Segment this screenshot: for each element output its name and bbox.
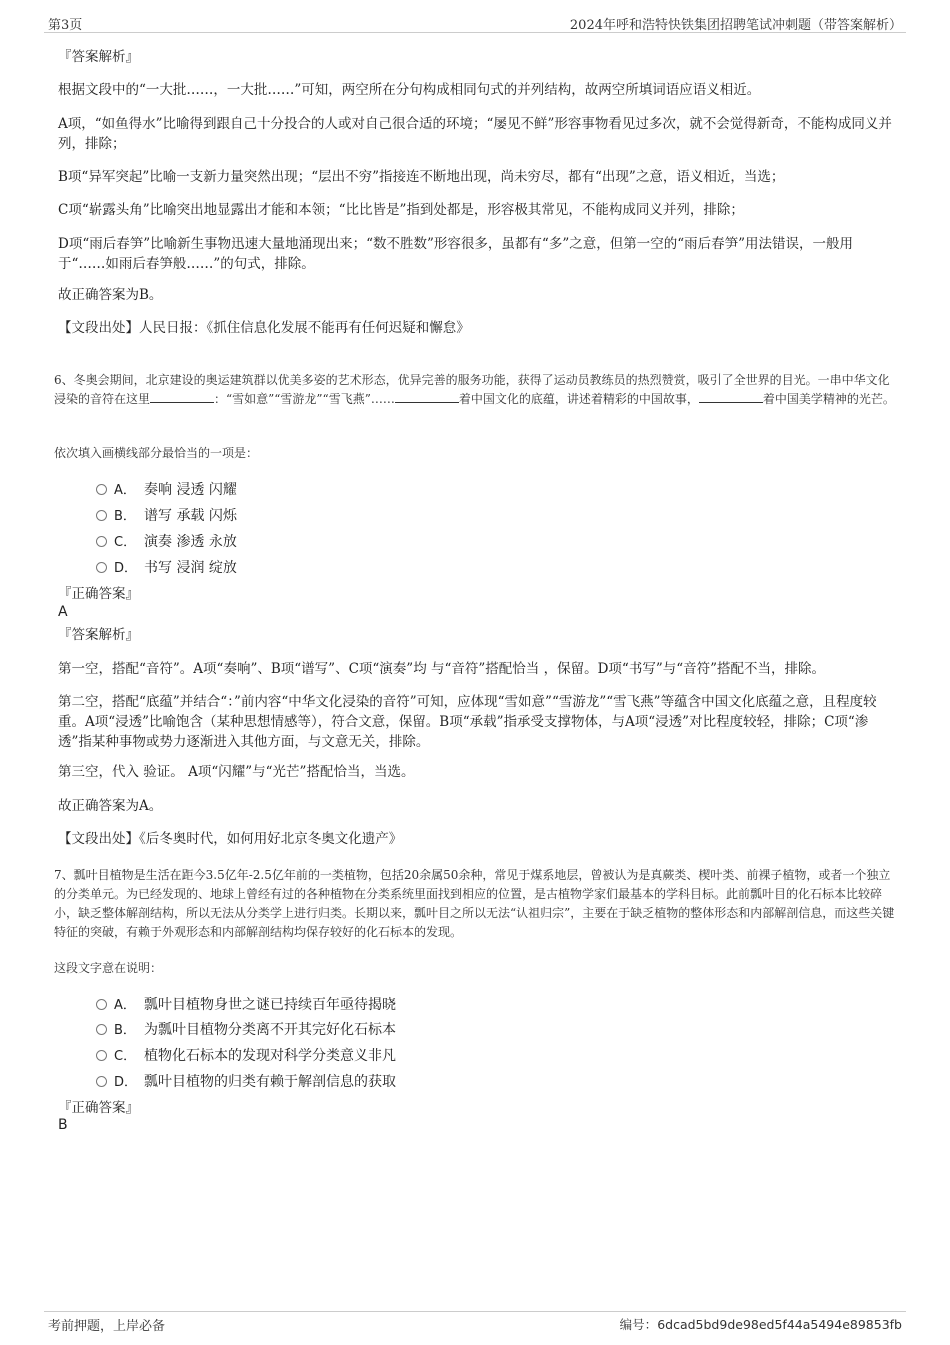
radio-icon[interactable] xyxy=(96,536,107,547)
q6-analysis-p1: 第一空，搭配“音符”。A项“奏响”、B项“谱写”、C项“演奏”均 与“音符”搭配恰当 ，保留。D项“书写”与“音符”搭配不当，排除。 xyxy=(58,661,826,677)
q5-analysis-p3: B项“异军突起”比喻一支新力量突然出现；“层出不穷”指接连不断地出现，尚未穷尽，都有“出现”之意，语义相近，当选； xyxy=(58,169,785,185)
q6-stem-part-b: ：“雪如意”“雪游龙”“雪飞燕”…… xyxy=(214,392,395,406)
q5-analysis-p1: 根据文段中的“一大批……，一大批……”可知，两空所在分句构成相同句式的并列结构，故两空所填词语应语义相近。 xyxy=(58,82,761,98)
q6-stem-part-c: 着中国文化的底蕴，讲述着精彩的中国故事， xyxy=(458,392,699,406)
q5-analysis-p2: A项，“如鱼得水”比喻得到跟自己十分投合的人或对自己很合适的环境；“屡见不鲜”形容事物看见过多次，就不会觉得新奇，不能构成同义并列，排除； xyxy=(58,116,892,152)
q7-option-c[interactable]: C． 植物化石标本的发现对科学分类意义非凡 xyxy=(96,1046,396,1067)
q5-analysis-p5: D项“雨后春笋”比喻新生事物迅速大量地涌现出来；“数不胜数”形容很多，虽都有“多”之意，但第一空的“雨后春笋”用法错误，一般用于“……如雨后春笋般……”的句式，排除。 xyxy=(58,236,854,272)
radio-icon[interactable] xyxy=(96,1050,107,1061)
footer-code-label: 编号： xyxy=(619,1317,658,1332)
footer-code-value: 6dcad5bd9de98ed5f44a5494e89853fb xyxy=(657,1317,902,1332)
q6-option-a[interactable]: A． 奏响 浸透 闪耀 xyxy=(96,480,237,501)
radio-icon[interactable] xyxy=(96,1024,107,1035)
radio-icon[interactable] xyxy=(96,562,107,573)
q6-stem xyxy=(54,371,898,409)
footer-code xyxy=(620,1315,902,1333)
q7-stem: 7、瓢叶目植物是生活在距今3.5亿年-2.5亿年前的一类植物，包括20余属50余种，常见于煤系地层，曾被认为是真蕨类、楔叶类、前裸子植物，或者一个独立的分类单元。为已经发现的、地球上曾经有过的各种植物在分类系统里面找到相应的位置，是古植物学家们最基本的学科目标。此前瓢叶目的化石标本比较碎小，缺乏整体解剖结构，所以无法从分类学上进行归类。长期以来，瓢叶目之所以无法“认祖归宗”，主要在于缺乏植物的整体形态和内部解剖信息，而这些关键特征的突破，有赖于外观形态和内部解剖结构均保存较好的化石标本的发现。 xyxy=(54,868,895,939)
q6-stem-part-d: 着中国美学精神的光芒。 xyxy=(762,392,895,406)
q6-option-d[interactable]: D． 书写 浸润 绽放 xyxy=(96,558,237,579)
radio-icon[interactable] xyxy=(96,1076,107,1087)
q6-conclusion: 故正确答案为A。 xyxy=(58,798,163,814)
page-header xyxy=(44,12,906,33)
q6-source: 【文段出处】《后冬奥时代，如何用好北京冬奥文化遗产》 xyxy=(58,831,403,847)
q5-analysis-label: 『答案解析』 xyxy=(58,49,139,65)
q7-option-a[interactable]: A． 瓢叶目植物身世之谜已持续百年亟待揭晓 xyxy=(96,995,396,1016)
page-number: 第3页 xyxy=(48,18,83,33)
q5-source: 【文段出处】人民日报：《抓住信息化发展不能再有任何迟疑和懈怠》 xyxy=(58,320,470,336)
q6-correct-answer: A xyxy=(58,604,68,620)
radio-icon[interactable] xyxy=(96,510,107,521)
blank-line-2 xyxy=(395,390,459,403)
document-title: 2024年呼和浩特快铁集团招聘笔试冲刺题（带答案解析） xyxy=(569,18,902,33)
q7-correct-label: 『正确答案』 xyxy=(58,1100,139,1116)
radio-icon[interactable] xyxy=(96,484,107,495)
q6-stem-part-a: 6、冬奥会期间，北京建设的奥运建筑群以优美多姿的艺术形态，优异完善的服务功能，获得了运动员教练员的热烈赞赏，吸引了全世界的目光。一串中华文化浸染的音符在这里 xyxy=(54,373,890,406)
q7-correct-answer: B xyxy=(58,1117,68,1133)
radio-icon[interactable] xyxy=(96,999,107,1010)
blank-line-3 xyxy=(699,390,763,403)
q7-option-b[interactable]: B． 为瓢叶目植物分类离不开其完好化石标本 xyxy=(96,1020,396,1041)
q5-analysis-p4: C项“崭露头角”比喻突出地显露出才能和本领；“比比皆是”指到处都是，形容极其常见，不能构成同义并列，排除； xyxy=(58,202,744,218)
q6-prompt: 依次填入画横线部分最恰当的一项是： xyxy=(54,446,259,460)
q6-analysis-p3: 第三空，代入 验证。 A项“闪耀”与“光芒”搭配恰当，当选。 xyxy=(58,764,415,780)
q7-prompt: 这段文字意在说明： xyxy=(54,961,163,975)
blank-line-1 xyxy=(150,390,214,403)
q6-correct-label: 『正确答案』 xyxy=(58,586,139,602)
footer-slogan: 考前押题，上岸必备 xyxy=(48,1319,166,1334)
q6-analysis-p2: 第二空，搭配“底蕴”并结合“：”前内容“中华文化浸染的音符”可知，应体现“雪如意”“雪游龙”“雪飞燕”等蕴含中国文化底蕴之意，且程度较重。A项“浸透”比喻饱含（某种思想情感等），符合文意，保留。B项“承载”指承受支撑物体，与A项“浸透”对比程度较轻，排除；C项“渗透”指某种事物或势力逐渐进入其他方面，与文意无关，排除。 xyxy=(58,694,877,750)
q6-option-b[interactable]: B． 谱写 承载 闪烁 xyxy=(96,506,237,527)
page-footer xyxy=(44,1311,906,1334)
q5-conclusion: 故正确答案为B。 xyxy=(58,287,163,303)
q6-analysis-label: 『答案解析』 xyxy=(58,627,139,643)
q7-option-d[interactable]: D． 瓢叶目植物的归类有赖于解剖信息的获取 xyxy=(96,1072,396,1093)
q6-option-c[interactable]: C． 演奏 渗透 永放 xyxy=(96,532,237,553)
